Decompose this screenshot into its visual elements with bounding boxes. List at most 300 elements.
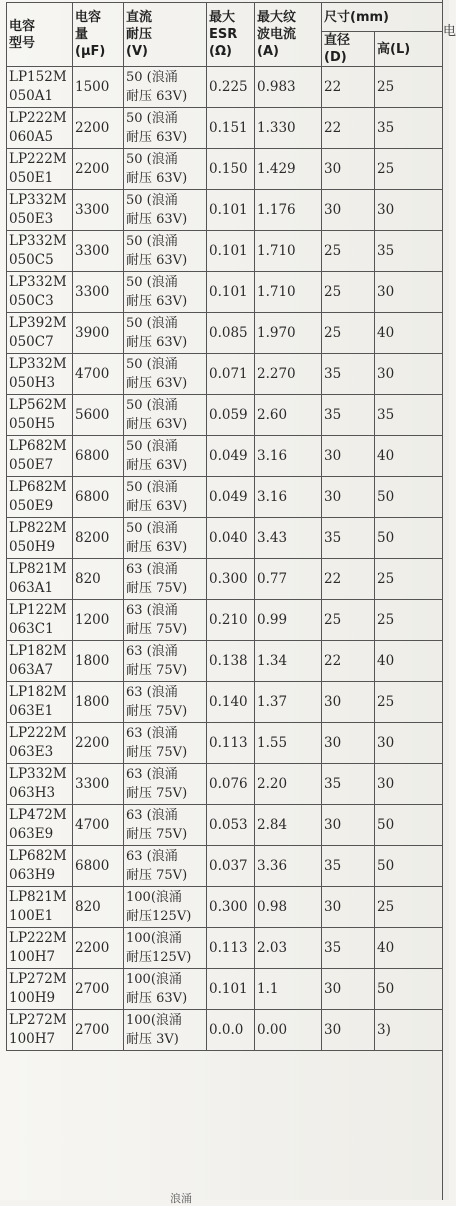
model-cell [7, 231, 73, 272]
diameter-cell: 25 [322, 272, 375, 313]
model-cell [7, 1010, 73, 1051]
model-line: LP332M [9, 233, 67, 249]
voltage-cell [124, 190, 207, 231]
model-line: LP472M [9, 807, 67, 823]
table-row [7, 928, 443, 969]
voltage-cell [124, 436, 207, 477]
diameter-cell: 35 [322, 928, 375, 969]
model-line: LP562M [9, 397, 67, 413]
voltage-line: 63 (浪涌 [126, 849, 178, 864]
esr-cell: 0.053 [207, 805, 255, 846]
voltage-line: 耐压 63V) [126, 253, 188, 268]
diameter-cell: 22 [322, 108, 375, 149]
model-line: LP152M [9, 69, 67, 85]
voltage-line: 50 (浪涌 [126, 275, 178, 290]
model-cell [7, 518, 73, 559]
diameter-cell: 30 [322, 969, 375, 1010]
voltage-line: 耐压125V) [126, 950, 192, 965]
voltage-line: 耐压 63V) [126, 89, 188, 104]
model-line: LP392M [9, 315, 67, 331]
model-line: LP272M [9, 1012, 67, 1028]
model-line: 050C7 [9, 334, 54, 350]
voltage-line: 63 (浪涌 [126, 562, 178, 577]
voltage-line: 耐压 75V) [126, 745, 188, 760]
model-line: LP272M [9, 971, 67, 987]
capacitance-cell: 6800 [73, 477, 124, 518]
header-diameter-line: (D) [324, 50, 347, 65]
diameter-cell: 25 [322, 600, 375, 641]
esr-cell: 0.076 [207, 764, 255, 805]
voltage-line: 耐压 75V) [126, 827, 188, 842]
table-row [7, 436, 443, 477]
esr-cell: 0.150 [207, 149, 255, 190]
edge-text-fragment: 电 [443, 24, 456, 39]
model-cell [7, 436, 73, 477]
capacitance-cell: 820 [73, 887, 124, 928]
header-diameter [322, 32, 375, 67]
height-cell: 50 [375, 969, 443, 1010]
table-row [7, 805, 443, 846]
height-cell: 40 [375, 436, 443, 477]
table-row [7, 969, 443, 1010]
voltage-cell [124, 928, 207, 969]
height-cell: 25 [375, 67, 443, 108]
voltage-line: 耐压 63V) [126, 294, 188, 309]
model-line: 050H5 [9, 416, 56, 432]
header-capacitance [73, 3, 124, 67]
model-line: LP682M [9, 479, 67, 495]
height-cell: 50 [375, 518, 443, 559]
model-line: 050H9 [9, 539, 56, 555]
table-row [7, 108, 443, 149]
esr-cell: 0.101 [207, 272, 255, 313]
voltage-line: 50 (浪涌 [126, 70, 178, 85]
model-line: 100H7 [9, 949, 56, 965]
ripple-cell: 1.1 [255, 969, 322, 1010]
model-cell [7, 67, 73, 108]
bottom-text-fragment: 浪涌 [170, 1192, 192, 1205]
esr-cell: 0.049 [207, 436, 255, 477]
esr-cell: 0.113 [207, 723, 255, 764]
ripple-cell: 0.00 [255, 1010, 322, 1051]
model-line: 063H3 [9, 785, 56, 801]
voltage-line: 耐压 63V) [126, 376, 188, 391]
header-esr-line: (Ω) [209, 44, 232, 59]
voltage-line: 耐压 75V) [126, 581, 188, 596]
ripple-cell: 0.99 [255, 600, 322, 641]
model-cell [7, 764, 73, 805]
height-cell: 35 [375, 108, 443, 149]
header-size-group: 尺寸(mm) [322, 3, 443, 32]
table-row [7, 682, 443, 723]
model-cell [7, 723, 73, 764]
model-cell [7, 969, 73, 1010]
voltage-cell [124, 641, 207, 682]
voltage-line: 50 (浪涌 [126, 357, 178, 372]
voltage-cell [124, 272, 207, 313]
esr-cell: 0.101 [207, 969, 255, 1010]
esr-cell: 0.151 [207, 108, 255, 149]
voltage-line: 耐压 63V) [126, 171, 188, 186]
voltage-line: 50 (浪涌 [126, 152, 178, 167]
model-line: 063E9 [9, 826, 54, 842]
voltage-line: 耐压 63V) [126, 540, 188, 555]
capacitance-cell: 1800 [73, 641, 124, 682]
capacitance-cell: 5600 [73, 395, 124, 436]
height-cell: 50 [375, 477, 443, 518]
table-row [7, 149, 443, 190]
ripple-cell: 1.55 [255, 723, 322, 764]
table-row [7, 600, 443, 641]
voltage-cell [124, 1010, 207, 1051]
model-line: LP222M [9, 725, 67, 741]
table-row [7, 231, 443, 272]
model-line: LP182M [9, 684, 67, 700]
model-cell [7, 682, 73, 723]
esr-cell: 0.113 [207, 928, 255, 969]
esr-cell: 0.037 [207, 846, 255, 887]
esr-cell: 0.140 [207, 682, 255, 723]
header-model-line: 电容 [9, 18, 36, 34]
model-cell [7, 887, 73, 928]
model-line: 050H3 [9, 375, 56, 391]
diameter-cell: 35 [322, 846, 375, 887]
ripple-cell: 3.36 [255, 846, 322, 887]
voltage-line: 耐压 63V) [126, 335, 188, 350]
voltage-cell [124, 887, 207, 928]
ripple-cell: 1.37 [255, 682, 322, 723]
header-ripple [255, 3, 322, 67]
header-esr-line: 最大 [209, 10, 236, 25]
model-cell [7, 190, 73, 231]
esr-cell: 0.101 [207, 190, 255, 231]
model-cell [7, 846, 73, 887]
voltage-line: 耐压 63V) [126, 130, 188, 145]
capacitance-cell: 4700 [73, 354, 124, 395]
esr-cell: 0.040 [207, 518, 255, 559]
model-line: 050E1 [9, 170, 54, 186]
height-cell: 40 [375, 641, 443, 682]
esr-cell: 0.300 [207, 887, 255, 928]
capacitance-cell: 3300 [73, 190, 124, 231]
height-cell: 25 [375, 682, 443, 723]
model-line: 050C5 [9, 252, 54, 268]
voltage-line: 耐压 75V) [126, 663, 188, 678]
esr-cell: 0.210 [207, 600, 255, 641]
height-cell: 30 [375, 272, 443, 313]
voltage-cell [124, 108, 207, 149]
esr-cell: 0.085 [207, 313, 255, 354]
header-capacitance-line: (μF) [75, 44, 106, 59]
header-ripple-line: 波电流 [257, 27, 297, 42]
diameter-cell: 25 [322, 313, 375, 354]
voltage-line: 50 (浪涌 [126, 316, 178, 331]
voltage-line: 100(浪涌 [126, 972, 182, 987]
height-cell: 50 [375, 805, 443, 846]
model-line: 063H9 [9, 867, 56, 883]
capacitance-cell: 3300 [73, 231, 124, 272]
table-row [7, 518, 443, 559]
table-row [7, 641, 443, 682]
voltage-cell [124, 67, 207, 108]
voltage-cell [124, 149, 207, 190]
model-line: 100H9 [9, 990, 56, 1006]
diameter-cell: 35 [322, 764, 375, 805]
voltage-line: 63 (浪涌 [126, 644, 178, 659]
diameter-cell: 22 [322, 641, 375, 682]
voltage-line: 耐压 63V) [126, 458, 188, 473]
header-ripple-line: 最大纹 [257, 10, 297, 25]
model-cell [7, 805, 73, 846]
diameter-cell: 22 [322, 559, 375, 600]
voltage-line: 50 (浪涌 [126, 439, 178, 454]
voltage-cell [124, 764, 207, 805]
model-line: LP682M [9, 438, 67, 454]
ripple-cell: 2.20 [255, 764, 322, 805]
voltage-line: 耐压 63V) [126, 991, 188, 1006]
voltage-cell [124, 600, 207, 641]
diameter-cell: 30 [322, 477, 375, 518]
voltage-line: 63 (浪涌 [126, 603, 178, 618]
model-cell [7, 272, 73, 313]
ripple-cell: 2.270 [255, 354, 322, 395]
voltage-line: 50 (浪涌 [126, 398, 178, 413]
height-cell: 50 [375, 846, 443, 887]
ripple-cell: 2.60 [255, 395, 322, 436]
model-line: 063A1 [9, 580, 54, 596]
table-row [7, 190, 443, 231]
model-line: LP332M [9, 274, 67, 290]
esr-cell: 0.138 [207, 641, 255, 682]
diameter-cell: 30 [322, 682, 375, 723]
voltage-cell [124, 395, 207, 436]
header-model [7, 3, 73, 67]
esr-cell: 0.059 [207, 395, 255, 436]
header-height: 高(L) [375, 32, 443, 67]
table-row [7, 764, 443, 805]
voltage-cell [124, 682, 207, 723]
ripple-cell: 2.84 [255, 805, 322, 846]
capacitance-cell: 3300 [73, 272, 124, 313]
voltage-line: 50 (浪涌 [126, 234, 178, 249]
model-cell [7, 600, 73, 641]
ripple-cell: 1.970 [255, 313, 322, 354]
height-cell: 25 [375, 149, 443, 190]
model-cell [7, 477, 73, 518]
model-line: 100E1 [9, 908, 54, 924]
model-line: 063E1 [9, 703, 54, 719]
capacitance-cell: 1500 [73, 67, 124, 108]
capacitance-cell: 1200 [73, 600, 124, 641]
table-row [7, 395, 443, 436]
table-row [7, 887, 443, 928]
height-cell: 35 [375, 395, 443, 436]
height-cell: 3) [375, 1010, 443, 1051]
ripple-cell: 0.77 [255, 559, 322, 600]
capacitance-cell: 2200 [73, 108, 124, 149]
voltage-line: 耐压 75V) [126, 786, 188, 801]
voltage-line: 耐压 63V) [126, 212, 188, 227]
adjacent-page-edge [442, 0, 449, 1200]
model-cell [7, 149, 73, 190]
voltage-cell [124, 354, 207, 395]
header-voltage-line: (V) [126, 44, 148, 59]
esr-cell: 0.300 [207, 559, 255, 600]
voltage-line: 耐压 75V) [126, 622, 188, 637]
table-row [7, 846, 443, 887]
height-cell: 25 [375, 600, 443, 641]
model-line: 050E7 [9, 457, 54, 473]
ripple-cell: 0.983 [255, 67, 322, 108]
esr-cell: 0.049 [207, 477, 255, 518]
voltage-line: 耐压 75V) [126, 868, 188, 883]
model-line: 050E9 [9, 498, 54, 514]
capacitance-cell: 8200 [73, 518, 124, 559]
capacitance-cell: 1800 [73, 682, 124, 723]
height-cell: 40 [375, 928, 443, 969]
header-model-line: 型号 [9, 35, 36, 51]
ripple-cell: 1.710 [255, 231, 322, 272]
height-cell: 25 [375, 887, 443, 928]
table-row [7, 67, 443, 108]
ripple-cell: 1.176 [255, 190, 322, 231]
model-line: LP822M [9, 520, 67, 536]
capacitance-cell: 2700 [73, 1010, 124, 1051]
capacitance-cell: 4700 [73, 805, 124, 846]
ripple-cell: 2.03 [255, 928, 322, 969]
model-cell [7, 313, 73, 354]
voltage-cell [124, 477, 207, 518]
table-row [7, 313, 443, 354]
ripple-cell: 3.16 [255, 436, 322, 477]
model-line: LP222M [9, 110, 67, 126]
voltage-line: 耐压 63V) [126, 499, 188, 514]
header-diameter-line: 直径 [324, 33, 351, 48]
voltage-line: 耐压125V) [126, 909, 192, 924]
model-cell [7, 354, 73, 395]
diameter-cell: 30 [322, 149, 375, 190]
capacitance-cell: 2200 [73, 928, 124, 969]
model-line: LP682M [9, 848, 67, 864]
header-capacitance-line: 量 [75, 27, 89, 42]
header-voltage-line: 直流 [126, 10, 153, 25]
capacitance-cell: 6800 [73, 436, 124, 477]
voltage-line: 耐压 75V) [126, 704, 188, 719]
height-cell: 30 [375, 723, 443, 764]
ripple-cell: 1.34 [255, 641, 322, 682]
voltage-line: 50 (浪涌 [126, 111, 178, 126]
voltage-line: 63 (浪涌 [126, 726, 178, 741]
model-line: LP332M [9, 192, 67, 208]
model-line: 100H7 [9, 1031, 56, 1047]
model-line: LP332M [9, 766, 67, 782]
diameter-cell: 30 [322, 887, 375, 928]
capacitor-spec-table [6, 2, 443, 1051]
voltage-line: 耐压 63V) [126, 417, 188, 432]
voltage-cell [124, 805, 207, 846]
capacitance-cell: 2200 [73, 149, 124, 190]
model-cell [7, 559, 73, 600]
model-cell [7, 928, 73, 969]
voltage-line: 100(浪涌 [126, 890, 182, 905]
model-cell [7, 641, 73, 682]
voltage-line: 63 (浪涌 [126, 808, 178, 823]
table-row [7, 559, 443, 600]
voltage-cell [124, 313, 207, 354]
header-capacitance-line: 电容 [75, 10, 102, 25]
esr-cell: 0.0.0 [207, 1010, 255, 1051]
voltage-cell [124, 231, 207, 272]
capacitance-cell: 2700 [73, 969, 124, 1010]
model-cell [7, 395, 73, 436]
voltage-line: 50 (浪涌 [126, 521, 178, 536]
voltage-line: 100(浪涌 [126, 1013, 182, 1028]
capacitance-cell: 2200 [73, 723, 124, 764]
height-cell: 35 [375, 231, 443, 272]
model-line: 060A5 [9, 129, 54, 145]
model-line: LP182M [9, 643, 67, 659]
voltage-line: 63 (浪涌 [126, 685, 178, 700]
diameter-cell: 30 [322, 190, 375, 231]
diameter-cell: 30 [322, 805, 375, 846]
model-line: 063C1 [9, 621, 54, 637]
capacitance-cell: 820 [73, 559, 124, 600]
model-line: LP821M [9, 889, 67, 905]
diameter-cell: 35 [322, 395, 375, 436]
height-cell: 40 [375, 313, 443, 354]
voltage-line: 100(浪涌 [126, 931, 182, 946]
voltage-line: 耐压 3V) [126, 1032, 179, 1047]
capacitance-cell: 3300 [73, 764, 124, 805]
voltage-line: 63 (浪涌 [126, 767, 178, 782]
ripple-cell: 0.98 [255, 887, 322, 928]
model-line: 063A7 [9, 662, 54, 678]
table-row [7, 1010, 443, 1051]
ripple-cell: 3.43 [255, 518, 322, 559]
ripple-cell: 1.710 [255, 272, 322, 313]
diameter-cell: 22 [322, 67, 375, 108]
header-voltage-line: 耐压 [126, 27, 153, 42]
table-body [7, 67, 443, 1051]
diameter-cell: 30 [322, 436, 375, 477]
model-line: 050C3 [9, 293, 54, 309]
table-row [7, 272, 443, 313]
model-line: LP332M [9, 356, 67, 372]
diameter-cell: 25 [322, 231, 375, 272]
height-cell: 30 [375, 190, 443, 231]
capacitance-cell: 6800 [73, 846, 124, 887]
model-cell [7, 108, 73, 149]
table-row [7, 354, 443, 395]
header-voltage [124, 3, 207, 67]
header-esr-line: ESR [209, 27, 238, 42]
diameter-cell: 30 [322, 1010, 375, 1051]
ripple-cell: 3.16 [255, 477, 322, 518]
model-line: 063E3 [9, 744, 54, 760]
model-line: LP222M [9, 151, 67, 167]
diameter-cell: 35 [322, 518, 375, 559]
voltage-cell [124, 969, 207, 1010]
ripple-cell: 1.330 [255, 108, 322, 149]
header-esr [207, 3, 255, 67]
model-line: 050E3 [9, 211, 54, 227]
height-cell: 25 [375, 559, 443, 600]
diameter-cell: 30 [322, 723, 375, 764]
table-row [7, 723, 443, 764]
capacitance-cell: 3900 [73, 313, 124, 354]
voltage-line: 50 (浪涌 [126, 480, 178, 495]
esr-cell: 0.225 [207, 67, 255, 108]
